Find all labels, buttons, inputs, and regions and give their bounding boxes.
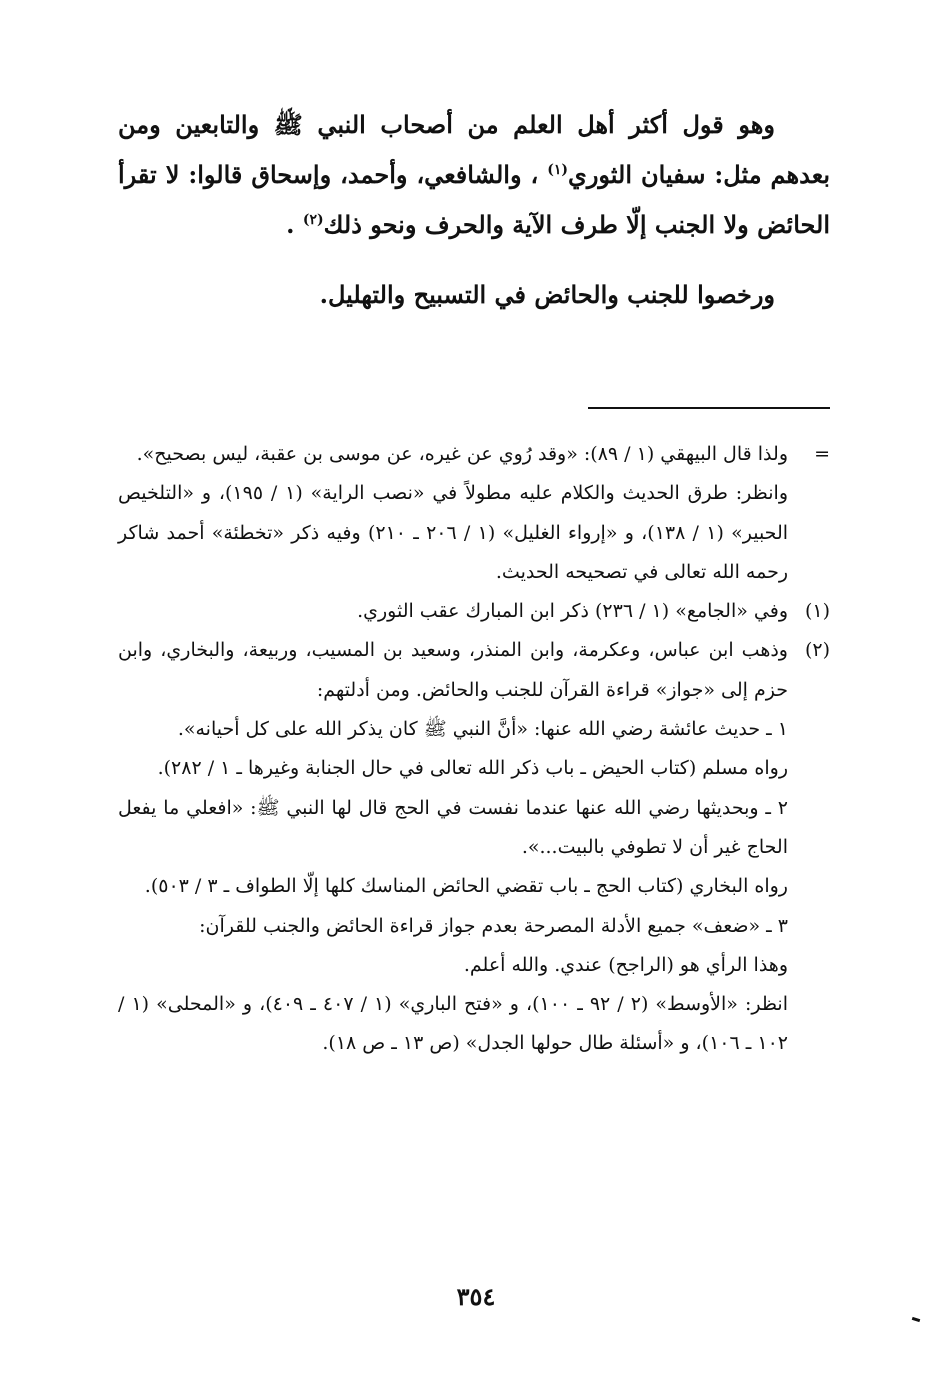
footnote-1-number: (١) bbox=[804, 600, 830, 623]
main-text bbox=[118, 100, 830, 320]
continuation-line-2: وانظر: طرق الحديث والكلام عليه مطولاً في «نصب الراية» (١ / ١٩٥)، و «التلخيص الحبير» (١ / ١٣٨)، و «إرواء الغليل» (١ / ٢٠٦ ـ ٢١٠) وفيه ذكر «تخطئة» أحمد شاكر رحمه الله تعالى في تصحيحه الحديث. bbox=[118, 482, 789, 583]
footnote-1 bbox=[118, 592, 830, 631]
footnote-2 bbox=[118, 631, 830, 1063]
footnote-2-item-1-source: رواه مسلم (كتاب الحيض ـ باب ذكر الله تعالى في حال الجنابة وغيرها ـ ١ / ٢٨٢). bbox=[157, 757, 788, 780]
footnote-2-item-1: ١ ـ حديث عائشة رضي الله عنها: «أنَّ النبي ﷺ كان يذكر الله على كل أحيانه». bbox=[177, 718, 788, 741]
main-paragraph-1-end: . bbox=[286, 210, 303, 239]
footnote-2-number: (٢) bbox=[804, 639, 830, 662]
continuation-marker: = bbox=[814, 443, 830, 465]
footnote-1-text: وفي «الجامع» (١ / ٢٣٦) ذكر ابن المبارك عقب الثوري. bbox=[357, 600, 788, 623]
continuation-line-1: ولذا قال البيهقي (١ / ٨٩): «وقد رُوي عن غيره، عن موسى بن عقبة، ليس بصحيح». bbox=[136, 443, 788, 465]
footnote-2-references: انظر: «الأوسط» (٢ / ٩٢ ـ ١٠٠)، و «فتح الباري» (١ / ٤٠٧ ـ ٤٠٩)، و «المحلى» (١ / ١٠٢ ـ ١٠٦)، و «أسئلة طال حولها الجدل» (ص ١٣ ـ ص ١٨). bbox=[118, 993, 788, 1055]
footnote-2-item-2-source: رواه البخاري (كتاب الحج ـ باب تقضي الحائض المناسك كلها إلّا الطواف ـ ٣ / ٥٠٣). bbox=[144, 875, 788, 898]
footnotes bbox=[118, 435, 830, 1064]
footnote-2-opinion: وهذا الرأي هو (الراجح) عندي. والله أعلم. bbox=[463, 953, 788, 976]
main-paragraph-2: ورخصوا للجنب والحائض في التسبيح والتهليل. bbox=[319, 280, 775, 309]
footnote-continuation bbox=[118, 435, 830, 592]
footnote-ref-2[interactable]: (٢) bbox=[302, 212, 324, 228]
footnote-2-item-3: ٣ ـ «ضعف» جميع الأدلة المصرحة بعدم جواز قراءة الحائض والجنب للقرآن: bbox=[199, 914, 788, 937]
footnote-2-text: وذهب ابن عباس، وعكرمة، وابن المنذر، وسعيد بن المسيب، وربيعة، والبخاري، وابن حزم إلى «جواز» قراءة القرآن للجنب والحائض. ومن أدلتهم: bbox=[118, 639, 788, 701]
footnote-separator bbox=[588, 407, 830, 409]
main-paragraph-1-text: وهو قول أكثر أهل العلم من أصحاب النبي ﷺ والتابعين ومن بعدهم مثل: سفيان الثوري bbox=[118, 110, 831, 189]
footnote-2-item-2: ٢ ـ وبحديثها رضي الله عنها عندما نفست في الحج قال لها النبي ﷺ: «افعلي ما يفعل الحاج غير أن لا تطوفي بالبيت...». bbox=[118, 796, 788, 858]
main-paragraph-1 bbox=[118, 100, 830, 250]
page-number: ٣٥٤ bbox=[456, 1282, 496, 1311]
scan-mark bbox=[912, 1317, 921, 1322]
footnote-ref-1[interactable]: (١) bbox=[547, 162, 569, 178]
main-paragraph-1-mid: ، والشافعي، وأحمد، وإسحاق قالوا: لا تقرأ الحائض ولا الجنب إلّا طرف الآية والحرف ونحو ذلك bbox=[118, 160, 830, 239]
